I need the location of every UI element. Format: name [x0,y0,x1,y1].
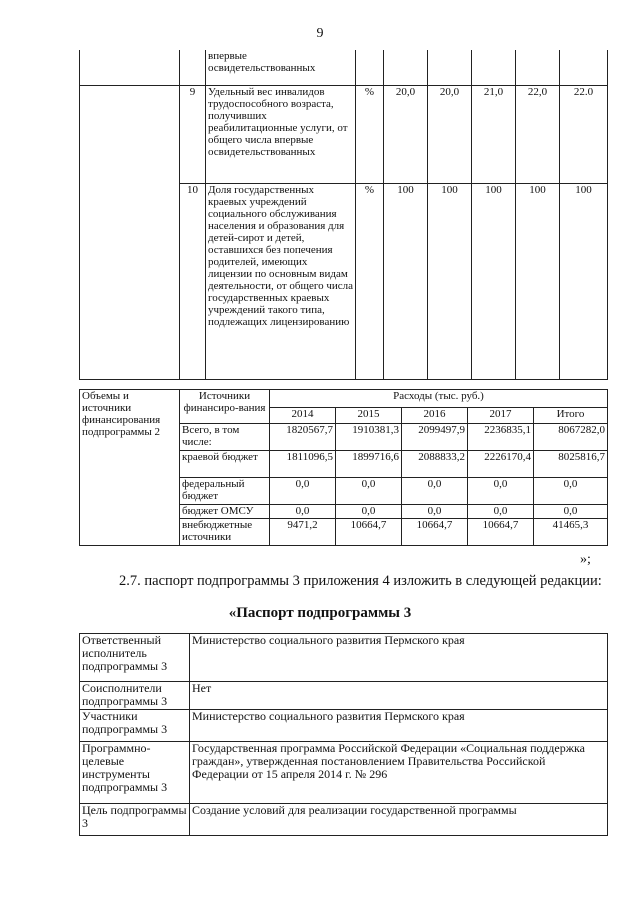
amount: 2099497,9 [402,424,468,451]
indicator-text: Доля государственных краевых учреждений социального обслуживания населения и образования для детей-сирот и детей, оставшихся без попечения родителей, имеющих лицензии по основным видам деятельности, от общего числа государственных краевых учреждений такого типа, подлежащих лицензированию [206,183,356,379]
table-row [80,85,608,183]
amount: 0,0 [336,478,402,505]
amount: 0,0 [468,478,534,505]
amount: 10664,7 [468,519,534,546]
amount: 9471,2 [270,519,336,546]
amount: 10664,7 [402,519,468,546]
passport-title: «Паспорт подпрограммы 3 [228,605,412,621]
passport-value: Нет [190,682,608,710]
amount: 0,0 [402,478,468,505]
passport-value: Министерство социального развития Пермского края [190,710,608,742]
source-name: краевой бюджет [180,451,270,478]
expenses-header: Расходы (тыс. руб.) [270,390,608,408]
passport-value: Государственная программа Российской Федерации «Социальная поддержка граждан», утвержденная постановлением Правительства Российской Федерации от 15 апреля 2014 г. № 296 [190,742,608,804]
year-header: 2016 [402,408,468,424]
indicator-unit: % [356,183,384,379]
page-number: 9 [316,26,324,41]
indicator-value: 100 [516,183,560,379]
year-header: Итого [534,408,608,424]
passport-label: Ответственный исполнитель подпрограммы 3 [80,634,190,682]
source-name: федеральный бюджет [180,478,270,505]
funding-label: Объемы и источники финансирования подпрограммы 2 [80,390,180,546]
indicator-number: 10 [180,183,206,379]
indicator-value: 22.0 [560,85,608,183]
amount: 41465,3 [534,519,608,546]
amount: 1811096,5 [270,451,336,478]
table-row [80,742,608,804]
year-header: 2014 [270,408,336,424]
amendment-paragraph: 2.7. паспорт подпрограммы 3 приложения 4 изложить в следующей редакции: [119,573,602,589]
source-name: бюджет ОМСУ [180,505,270,519]
table-row [80,804,608,836]
year-header: 2017 [468,408,534,424]
passport-value: Создание условий для реализации государственной программы [190,804,608,836]
indicator-value: 20,0 [384,85,428,183]
amount: 1899716,6 [336,451,402,478]
amount: 1820567,7 [270,424,336,451]
amount: 0,0 [468,505,534,519]
amount: 8025816,7 [534,451,608,478]
table-row [80,390,608,408]
source-name: Всего, в том числе: [180,424,270,451]
amount: 0,0 [534,478,608,505]
passport-label: Цель подпрограммы 3 [80,804,190,836]
funding-table [79,389,608,546]
table-row [80,682,608,710]
indicator-value: 100 [384,183,428,379]
indicator-value: 22,0 [516,85,560,183]
indicator-value: 100 [472,183,516,379]
indicator-value: 21,0 [472,85,516,183]
indicator-unit: % [356,85,384,183]
indicator-value: 100 [428,183,472,379]
table-row [80,50,608,85]
closing-mark: »; [580,552,591,567]
amount: 10664,7 [336,519,402,546]
amount: 2088833,2 [402,451,468,478]
indicators-table [79,50,608,380]
year-header: 2015 [336,408,402,424]
amount: 0,0 [270,478,336,505]
amount: 0,0 [534,505,608,519]
passport-label: Программно-целевые инструменты подпрограммы 3 [80,742,190,804]
amount: 2226170,4 [468,451,534,478]
indicator-value: 100 [560,183,608,379]
amount: 2236835,1 [468,424,534,451]
sources-header: Источники финансиро-вания [180,390,270,424]
passport-label: Участники подпрограммы 3 [80,710,190,742]
passport-value: Министерство социального развития Пермского края [190,634,608,682]
table-row [80,710,608,742]
indicator-number: 9 [180,85,206,183]
passport-table [79,633,608,836]
amount: 0,0 [402,505,468,519]
amount: 0,0 [270,505,336,519]
source-name: внебюджетные источники [180,519,270,546]
amount: 8067282,0 [534,424,608,451]
amount: 0,0 [336,505,402,519]
indicator-continuation-text: впервые освидетельствованных [206,50,356,85]
indicator-text: Удельный вес инвалидов трудоспособного возраста, получивших реабилитационные услуги, от общего числа впервые освидетельствованных [206,85,356,183]
indicator-value: 20,0 [428,85,472,183]
amount: 1910381,3 [336,424,402,451]
table-row [80,183,608,379]
table-row [80,634,608,682]
passport-label: Соисполнители подпрограммы 3 [80,682,190,710]
